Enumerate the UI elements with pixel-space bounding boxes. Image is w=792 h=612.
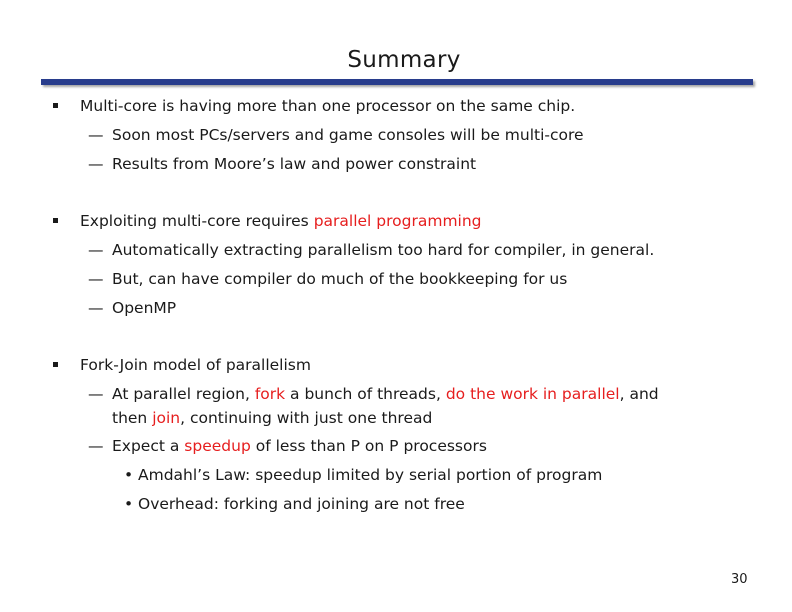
sub-bullet-text: Results from Moore’s law and power constraint	[112, 155, 477, 173]
sub-bullet-consoles	[88, 123, 584, 147]
dash-bullet-icon: —	[88, 437, 104, 455]
sub-bullet-bookkeeping	[88, 267, 568, 291]
highlight-speedup: speedup	[184, 437, 251, 455]
sub-bullet-text: Automatically extracting parallelism too hard for compiler, in general.	[112, 241, 655, 259]
highlight-fork: fork	[254, 385, 286, 403]
dash-bullet-icon: —	[88, 155, 104, 173]
sub-bullet-auto-extraction	[88, 238, 655, 262]
bullet-text: Exploiting multi-core requires	[80, 212, 314, 230]
subsub-bullet-overhead	[124, 492, 465, 516]
dash-bullet-icon: —	[88, 241, 104, 259]
sub-bullet-parallel-region-cont	[112, 406, 432, 430]
bullet-text: Multi-core is having more than one processor on the same chip.	[80, 97, 576, 115]
sub-bullet-text: OpenMP	[112, 299, 177, 317]
sub-bullet-speedup	[88, 434, 487, 458]
highlight-parallel-programming: parallel programming	[313, 212, 482, 230]
dash-bullet-icon: —	[88, 385, 104, 403]
sub-bullet-text: But, can have compiler do much of the bookkeeping for us	[112, 270, 568, 288]
highlight-do-work-parallel: do the work in parallel	[445, 385, 620, 403]
sub-bullet-parallel-region	[88, 382, 659, 406]
sub-bullet-text: then	[112, 409, 153, 427]
square-bullet-icon	[53, 103, 58, 108]
sub-bullet-text: , continuing with just one thread	[180, 409, 433, 427]
dash-bullet-icon: —	[88, 126, 104, 144]
title-divider	[41, 79, 753, 85]
dot-bullet-icon: •	[124, 466, 134, 484]
dash-bullet-icon: —	[88, 270, 104, 288]
dash-bullet-icon: —	[88, 299, 104, 317]
sub-bullet-text: of less than P on P processors	[250, 437, 487, 455]
square-bullet-icon	[53, 362, 58, 367]
slide-title: Summary	[347, 47, 461, 73]
sub-bullet-text: Expect a	[112, 437, 185, 455]
sub-bullet-text: a bunch of threads,	[285, 385, 446, 403]
subsub-bullet-text: Amdahl’s Law: speedup limited by serial portion of program	[138, 466, 603, 484]
sub-bullet-text: , and	[619, 385, 659, 403]
sub-bullet-openmp	[88, 296, 177, 320]
highlight-join: join	[152, 409, 181, 427]
subsub-bullet-amdahl	[124, 463, 603, 487]
bullet-fork-join	[80, 353, 311, 377]
subsub-bullet-text: Overhead: forking and joining are not free	[138, 495, 465, 513]
bullet-exploiting-multicore	[80, 209, 482, 233]
sub-bullet-text: Soon most PCs/servers and game consoles will be multi-core	[112, 126, 584, 144]
sub-bullet-text: At parallel region,	[112, 385, 255, 403]
bullet-multicore	[80, 94, 575, 118]
dot-bullet-icon: •	[124, 495, 134, 513]
page-number: 30	[731, 572, 748, 587]
bullet-text: Fork-Join model of parallelism	[80, 356, 311, 374]
square-bullet-icon	[53, 218, 58, 223]
sub-bullet-moores-law	[88, 152, 477, 176]
